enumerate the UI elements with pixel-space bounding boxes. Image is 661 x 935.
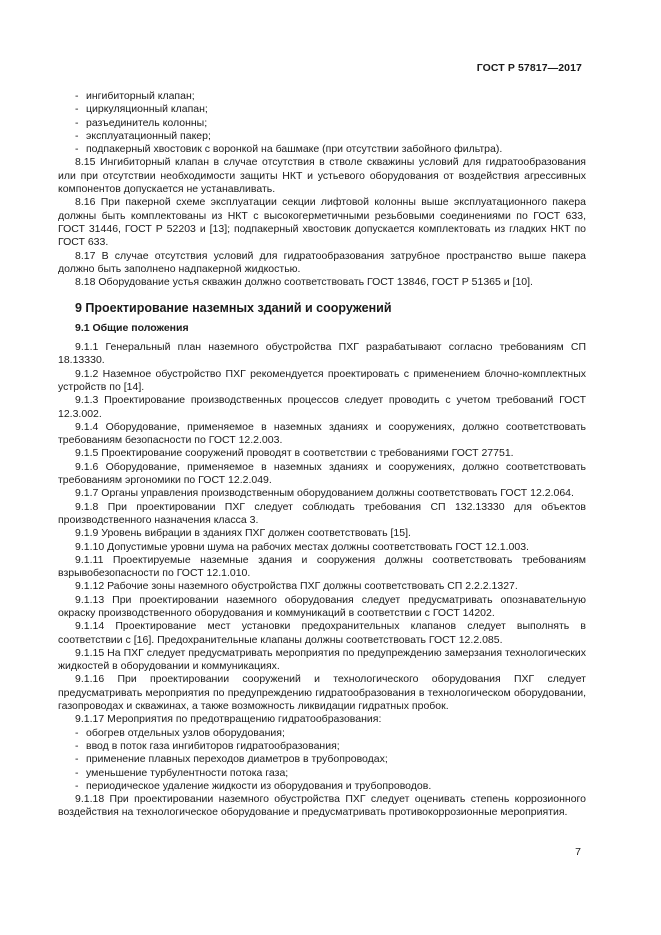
bullet-item bbox=[58, 753, 586, 766]
paragraph: 8.18 Оборудование устья скважин должно соответствовать ГОСТ 13846, ГОСТ Р 51365 и [10]. bbox=[75, 276, 533, 289]
bullet-item bbox=[58, 740, 586, 753]
bullet-marker: - bbox=[75, 143, 79, 156]
paragraph: 9.1.11 Проектируемые наземные здания и сооружения должны соответствовать требованиям взрывобезопасности по ГОСТ 12.1.010. bbox=[58, 553, 586, 580]
paragraph: 9.1.10 Допустимые уровни шума на рабочих местах должны соответствовать ГОСТ 12.1.003. bbox=[75, 540, 529, 553]
paragraph: 9.1.18 При проектировании наземного обустройства ПХГ следует оценивать степень коррозионного воздействия на технологическое оборудование и предусматривать противокоррозионные мероприятия. bbox=[58, 793, 586, 819]
bullet-item bbox=[58, 727, 586, 740]
paragraph: 8.17 В случае отсутствия условий для гидратообразования затрубное пространство выше пакера должно быть заполнено надпакерной жидкостью. bbox=[58, 249, 586, 275]
paragraph: 8.15 Ингибиторный клапан в случае отсутствия в стволе скважины условий для гидратообразования или при отсутствии необходимости защиты НКТ и устьевого оборудования от воздействия агрессивных компонентов допускается не устанавливать. bbox=[58, 156, 586, 196]
bullet-marker: - bbox=[75, 766, 79, 779]
paragraph: 9.1.7 Органы управления производственным оборудованием должны соответствовать ГОСТ 12.2.064. bbox=[75, 487, 574, 500]
bullet-text: эксплуатационный пакер; bbox=[86, 129, 211, 142]
bullet-marker: - bbox=[75, 779, 79, 792]
bullet-item bbox=[58, 143, 586, 156]
page-number: 7 bbox=[575, 846, 581, 858]
paragraph: 9.1.6 Оборудование, применяемое в наземных зданиях и сооружениях, должно соответствовать требованиям эргономики по ГОСТ 12.2.049. bbox=[58, 460, 586, 487]
intro-paragraphs bbox=[58, 156, 586, 289]
bullet-text: применение плавных переходов диаметров в трубопроводах; bbox=[86, 753, 388, 766]
document-code-header: ГОСТ Р 57817—2017 bbox=[476, 62, 582, 74]
section-9-paragraphs-b bbox=[58, 793, 586, 820]
paragraph: 9.1.3 Проектирование производственных процессов следует проводить с учетом требований ГОСТ 12.3.002. bbox=[58, 394, 586, 420]
bullet-text: обогрев отдельных узлов оборудования; bbox=[86, 726, 285, 739]
bullet-marker: - bbox=[75, 753, 79, 766]
bullet-item bbox=[58, 780, 586, 793]
paragraph: 9.1.5 Проектирование сооружений проводят в соответствии с требованиями ГОСТ 27751. bbox=[75, 447, 514, 460]
section-9-bullet-list bbox=[58, 727, 586, 793]
paragraph: 9.1.13 При проектировании наземного оборудования следует предусматривать опознавательную окраску производственного оборудования и коммуникаций в соответствии с ГОСТ 14202. bbox=[58, 593, 586, 619]
paragraph: 8.16 При пакерной схеме эксплуатации секции лифтовой колонны выше эксплуатационного пакера должны быть комплектованы из НКТ с высокогерметичными резьбовыми соединениями по ГОСТ 633, ГОСТ 31446, ГОСТ Р 52203 и [13]; подпакерный хвостовик допускается комплектовать из гладких НКТ по ГОСТ 633. bbox=[58, 196, 586, 249]
intro-bullet-list bbox=[58, 90, 586, 156]
paragraph: 9.1.12 Рабочие зоны наземного обустройства ПХГ должны соответствовать СП 2.2.2.1327. bbox=[75, 580, 518, 593]
section-9-title: 9 Проектирование наземных зданий и сооружений bbox=[75, 301, 392, 316]
paragraph: 9.1.4 Оборудование, применяемое в наземных зданиях и сооружениях, должно соответствовать требованиям безопасности по ГОСТ 12.2.003. bbox=[58, 420, 586, 447]
section-9-paragraphs-a bbox=[58, 341, 586, 727]
paragraph: 9.1.16 При проектировании сооружений и технологического оборудования ПХГ следует предусматривать мероприятия по предупреждению гидратообразования в технологическом оборудовании, газопроводах и скважинах, а также возможность ликвидации гидратных пробок. bbox=[58, 673, 586, 713]
bullet-marker: - bbox=[75, 116, 79, 129]
bullet-marker: - bbox=[75, 103, 79, 116]
bullet-text: ввод в поток газа ингибиторов гидратообразования; bbox=[86, 739, 340, 752]
bullet-item bbox=[58, 767, 586, 780]
paragraph: 9.1.15 На ПХГ следует предусматривать мероприятия по предупреждению замерзания технологических жидкостей в оборудовании и коммуникациях. bbox=[58, 646, 586, 673]
bullet-item bbox=[58, 90, 586, 103]
section-9 bbox=[58, 302, 586, 819]
paragraph: 9.1.9 Уровень вибрации в зданиях ПХГ должен соответствовать [15]. bbox=[75, 527, 411, 540]
bullet-text: подпакерный хвостовик с воронкой на башмаке (при отсутствии забойного фильтра). bbox=[86, 143, 503, 156]
subsection-9-1-title: 9.1 Общие положения bbox=[75, 321, 189, 334]
paragraph: 9.1.8 При проектировании ПХГ следует соблюдать требования СП 132.13330 для объектов производственного назначения класса 3. bbox=[58, 500, 586, 526]
document-body bbox=[58, 90, 586, 820]
bullet-marker: - bbox=[75, 726, 79, 739]
bullet-marker: - bbox=[75, 739, 79, 752]
paragraph: 9.1.17 Мероприятия по предотвращению гидратообразования: bbox=[75, 713, 382, 726]
bullet-text: периодическое удаление жидкости из оборудования и трубопроводов. bbox=[86, 779, 432, 792]
paragraph: 9.1.2 Наземное обустройство ПХГ рекомендуется проектировать с применением блочно-комплектных устройств по [14]. bbox=[58, 367, 586, 393]
bullet-marker: - bbox=[75, 90, 79, 102]
bullet-marker: - bbox=[75, 129, 79, 142]
bullet-item bbox=[58, 130, 586, 143]
bullet-item bbox=[58, 117, 586, 130]
bullet-text: ингибиторный клапан; bbox=[86, 90, 195, 102]
bullet-text: уменьшение турбулентности потока газа; bbox=[86, 766, 289, 779]
paragraph: 9.1.14 Проектирование мест установки предохранительных клапанов следует выполнять в соответствии с [16]. Предохранительные клапаны должны соответствовать ГОСТ 12.2.085. bbox=[58, 620, 586, 646]
bullet-item bbox=[58, 103, 586, 116]
bullet-text: разъединитель колонны; bbox=[86, 116, 208, 129]
paragraph: 9.1.1 Генеральный план наземного обустройства ПХГ разрабатывают согласно требованиям СП 18.13330. bbox=[58, 341, 586, 367]
bullet-text: циркуляционный клапан; bbox=[86, 103, 208, 116]
